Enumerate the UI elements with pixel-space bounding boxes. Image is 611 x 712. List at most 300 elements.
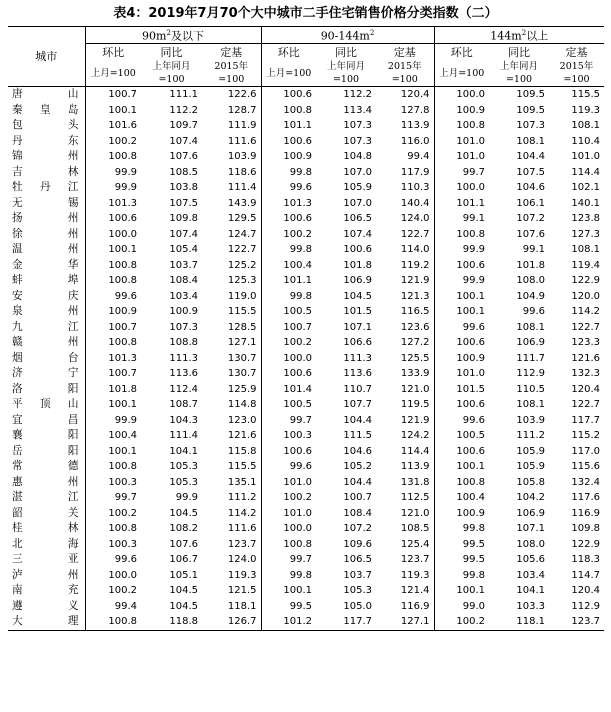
index-value: 127.8: [400, 104, 430, 116]
index-value: 107.3: [343, 120, 372, 131]
index-value: 101.0: [434, 134, 489, 150]
index-value: 122.7: [571, 399, 600, 410]
index-value: 123.6: [400, 321, 430, 333]
index-value: 108.2: [169, 523, 198, 534]
index-value: 127.1: [227, 337, 257, 348]
index-value: 125.5: [400, 352, 430, 364]
index-value: 110.7: [343, 383, 372, 395]
index-value: 100.8: [108, 461, 137, 472]
index-value: 143.9: [227, 197, 257, 209]
index-value: 100.2: [434, 614, 489, 630]
index-value: 99.8: [434, 521, 489, 537]
city-column-header: 城市: [8, 27, 85, 87]
sub-header-fixed: 定基: [565, 45, 588, 59]
index-value: 101.3: [108, 352, 137, 364]
index-value: 119.2: [400, 259, 430, 271]
index-value: 104.5: [169, 585, 198, 596]
index-value: 99.8: [261, 242, 316, 258]
index-value: 100.8: [108, 151, 137, 162]
index-value: 113.9: [400, 120, 430, 131]
index-value: 100.8: [261, 103, 316, 119]
index-value: 113.6: [343, 368, 372, 379]
index-value: 99.7: [261, 413, 316, 429]
index-value: 100.7: [108, 89, 137, 100]
index-value: 108.4: [169, 275, 198, 286]
index-value: 118.6: [227, 166, 257, 178]
index-value: 119.3: [227, 569, 257, 581]
index-value: 124.0: [227, 554, 257, 565]
index-value: 123.7: [549, 614, 604, 630]
index-value: 115.8: [227, 445, 257, 457]
base-label-prev-month: 上月=100: [85, 60, 141, 87]
index-value: 115.5: [571, 89, 600, 100]
city-name: 平顶山: [8, 397, 85, 413]
index-value: 130.7: [227, 352, 257, 364]
index-value: 111.4: [227, 182, 257, 193]
index-value: 109.5: [516, 89, 545, 100]
index-value: 124.7: [227, 228, 257, 240]
index-value: 107.4: [169, 135, 198, 147]
index-value: 99.7: [434, 165, 489, 181]
index-value: 105.0: [343, 600, 372, 612]
index-value: 106.7: [169, 554, 198, 565]
index-value: 117.7: [316, 614, 376, 630]
index-value: 103.4: [516, 569, 545, 581]
index-value: 100.6: [261, 366, 316, 382]
city-name: 泉州: [8, 304, 85, 320]
index-value: 100.6: [434, 444, 489, 460]
table-row: [8, 149, 604, 165]
index-value: 122.7: [400, 228, 430, 240]
index-value: 100.9: [434, 351, 489, 367]
group-header-small: $90m^2$及以下: [85, 27, 261, 44]
table-row: [8, 351, 604, 367]
index-value: 104.1: [516, 585, 545, 596]
index-value: 135.1: [227, 476, 257, 488]
index-value: 102.1: [571, 182, 600, 193]
sub-header-mom: 环比: [261, 44, 316, 61]
index-value: 99.6: [114, 290, 137, 302]
index-value: 112.4: [169, 383, 198, 395]
index-value: 118.1: [227, 600, 257, 612]
index-value: 100.6: [261, 211, 316, 227]
index-value: 100.2: [108, 135, 137, 147]
index-value: 100.0: [261, 351, 316, 367]
page-title: 表4：2019年7月70个大中城市二手住宅销售价格分类指数（二）: [113, 6, 498, 21]
index-value: 99.6: [522, 306, 545, 317]
index-value: 99.9: [114, 166, 137, 178]
table-row: [8, 599, 604, 615]
index-value: 122.6: [227, 89, 257, 100]
index-value: 116.9: [571, 507, 600, 519]
index-value: 111.3: [343, 352, 372, 364]
index-value: 119.4: [571, 259, 600, 271]
base-label-2015: 2015年=100: [202, 60, 261, 87]
index-value: 100.2: [261, 335, 316, 351]
index-value: 128.5: [227, 321, 257, 333]
index-value: 106.5: [343, 554, 372, 565]
index-value: 99.6: [434, 413, 489, 429]
index-value: 107.4: [343, 228, 372, 240]
index-value: 107.5: [516, 166, 545, 178]
index-value: 131.8: [400, 476, 430, 488]
table-row: [8, 614, 604, 630]
index-value: 100.4: [261, 258, 316, 274]
index-value: 100.8: [108, 259, 137, 271]
index-value: 108.1: [516, 399, 545, 410]
index-value: 101.8: [343, 259, 372, 271]
index-value: 100.1: [108, 445, 137, 457]
index-value: 107.5: [169, 197, 198, 209]
index-value: 109.7: [169, 120, 198, 131]
sub-header-row: [8, 44, 604, 61]
index-value: 100.8: [261, 537, 316, 553]
index-value: 107.6: [169, 151, 198, 162]
index-value: 107.6: [169, 538, 198, 550]
index-value: 125.3: [227, 275, 257, 286]
index-value: 99.8: [261, 568, 316, 584]
city-name: 襄阳: [8, 428, 85, 444]
index-value: 123.0: [227, 414, 257, 426]
index-value: 140.4: [400, 197, 430, 209]
sub-header-yoy: 同比: [335, 45, 357, 59]
index-value: 114.7: [571, 569, 600, 581]
index-value: 122.9: [571, 275, 600, 286]
base-label-prev-month: 上月=100: [434, 60, 489, 87]
index-value: 99.9: [175, 492, 198, 503]
index-value: 104.4: [343, 476, 372, 488]
index-value: 99.7: [114, 492, 137, 503]
sub-header-fixed: 定基: [393, 45, 416, 59]
index-value: 100.1: [434, 583, 489, 599]
index-value: 121.5: [227, 585, 257, 596]
index-value: 99.6: [261, 459, 316, 475]
index-value: 100.9: [434, 506, 489, 522]
index-value: 99.0: [434, 599, 489, 615]
index-value: 106.6: [343, 337, 372, 348]
index-value: 111.1: [169, 89, 198, 100]
index-value: 125.9: [227, 383, 257, 395]
index-value: 117.0: [571, 445, 600, 457]
index-value: 107.1: [343, 321, 372, 333]
index-value: 99.8: [261, 289, 316, 305]
index-value: 104.6: [516, 182, 545, 193]
index-value: 100.0: [108, 569, 137, 581]
city-name: 锦州: [8, 149, 85, 165]
index-value: 99.5: [261, 599, 316, 615]
index-value: 121.0: [400, 507, 430, 519]
sub-header-yoy: 同比: [508, 45, 530, 59]
index-value: 107.4: [169, 228, 198, 240]
index-value: 100.9: [108, 306, 137, 317]
index-value: 100.1: [434, 304, 489, 320]
index-value: 100.6: [261, 444, 316, 460]
base-label-prev-month: 上月=100: [261, 60, 316, 87]
index-value: 100.0: [261, 521, 316, 537]
index-value: 101.6: [108, 120, 137, 131]
index-value: 127.2: [400, 337, 430, 348]
index-value: 119.3: [571, 104, 600, 116]
index-value: 100.6: [434, 335, 489, 351]
city-name: 唐山: [8, 87, 85, 103]
index-value: 100.5: [261, 397, 316, 413]
table-row: [8, 118, 604, 134]
index-value: 111.9: [227, 120, 257, 131]
table-row: [8, 506, 604, 522]
index-value: 127.1: [376, 614, 434, 630]
city-name: 桂林: [8, 521, 85, 537]
index-value: 111.5: [343, 430, 372, 441]
index-value: 117.9: [400, 166, 430, 178]
index-value: 107.6: [516, 228, 545, 240]
index-value: 108.1: [571, 244, 600, 255]
index-value: 100.1: [261, 583, 316, 599]
index-value: 103.4: [169, 290, 198, 302]
index-value: 119.3: [400, 569, 430, 581]
index-value: 107.3: [516, 120, 545, 131]
table-row: [8, 289, 604, 305]
index-value: 100.3: [261, 428, 316, 444]
index-value: 100.3: [108, 538, 137, 550]
index-value: 128.7: [227, 104, 257, 116]
index-value: 99.5: [434, 537, 489, 553]
table-row: [8, 568, 604, 584]
index-value: 121.0: [400, 383, 430, 395]
index-value: 101.3: [108, 197, 137, 209]
index-value: 106.9: [343, 275, 372, 286]
index-value: 100.8: [85, 614, 141, 630]
base-header-row: [8, 60, 604, 87]
index-value: 122.7: [571, 321, 600, 333]
index-value: 104.3: [169, 414, 198, 426]
city-name: 泸州: [8, 568, 85, 584]
base-label-prev-year: 上年同月=100: [316, 60, 376, 87]
index-value: 101.2: [261, 614, 316, 630]
index-value: 112.2: [343, 89, 372, 100]
index-value: 123.7: [227, 538, 257, 550]
index-value: 107.7: [343, 399, 372, 410]
table-row: [8, 444, 604, 460]
table-row: [8, 87, 604, 103]
index-value: 101.0: [434, 149, 489, 165]
index-value: 99.6: [261, 180, 316, 196]
index-value: 100.7: [261, 320, 316, 336]
index-value: 105.3: [169, 476, 198, 488]
index-value: 106.9: [516, 507, 545, 519]
index-value: 99.4: [114, 600, 137, 612]
base-label-2015: 2015年=100: [376, 60, 434, 87]
index-value: 107.0: [343, 197, 372, 209]
index-value: 101.0: [261, 475, 316, 491]
table-row: [8, 211, 604, 227]
index-value: 101.4: [261, 382, 316, 398]
index-value: 100.7: [108, 321, 137, 333]
index-value: 100.6: [434, 397, 489, 413]
index-value: 99.4: [407, 151, 430, 162]
index-value: 99.9: [434, 242, 489, 258]
index-value: 125.4: [400, 538, 430, 550]
index-value: 105.9: [516, 461, 545, 472]
index-value: 109.8: [571, 523, 600, 534]
table-row: [8, 382, 604, 398]
index-value: 109.5: [516, 104, 545, 116]
price-index-table: [8, 26, 604, 631]
index-value: 108.1: [516, 321, 545, 333]
index-value: 119.5: [400, 399, 430, 410]
index-value: 100.8: [434, 227, 489, 243]
index-value: 100.9: [434, 103, 489, 119]
index-value: 100.5: [434, 428, 489, 444]
index-value: 125.2: [227, 259, 257, 271]
index-value: 104.5: [343, 290, 372, 302]
sub-header-yoy: 同比: [160, 45, 183, 59]
index-value: 114.2: [571, 306, 600, 317]
city-name: 南充: [8, 583, 85, 599]
index-value: 99.6: [114, 554, 137, 565]
index-value: 120.4: [400, 89, 430, 100]
index-value: 106.9: [516, 337, 545, 348]
index-value: 105.3: [343, 585, 372, 596]
index-value: 99.8: [434, 568, 489, 584]
index-value: 109.6: [343, 538, 372, 550]
index-value: 105.6: [516, 554, 545, 565]
index-value: 100.1: [434, 459, 489, 475]
index-value: 103.9: [227, 151, 257, 162]
index-value: 118.8: [141, 614, 202, 630]
index-value: 106.1: [516, 197, 545, 209]
city-name: 济宁: [8, 366, 85, 382]
city-name: 湛江: [8, 490, 85, 506]
index-value: 107.1: [516, 523, 545, 534]
index-value: 108.4: [343, 507, 372, 519]
index-value: 116.5: [400, 306, 430, 317]
index-value: 105.9: [343, 182, 372, 193]
city-name: 无锡: [8, 196, 85, 212]
index-value: 99.1: [434, 211, 489, 227]
index-value: 110.5: [516, 383, 545, 395]
table-row: [8, 583, 604, 599]
index-value: 132.3: [571, 368, 600, 379]
index-value: 107.3: [343, 135, 372, 147]
table-row: [8, 258, 604, 274]
index-value: 133.9: [400, 368, 430, 379]
table-row: [8, 490, 604, 506]
city-name: 赣州: [8, 335, 85, 351]
index-value: 103.9: [516, 414, 545, 426]
city-name: 岳阳: [8, 444, 85, 460]
index-value: 104.1: [169, 445, 198, 457]
index-value: 107.2: [343, 523, 372, 534]
index-value: 124.2: [400, 430, 430, 441]
base-label-prev-year: 上年同月=100: [489, 60, 549, 87]
index-value: 103.7: [169, 259, 198, 271]
index-value: 123.3: [571, 337, 600, 348]
index-value: 106.5: [343, 213, 372, 224]
city-name: 九江: [8, 320, 85, 336]
city-name: 韶关: [8, 506, 85, 522]
index-value: 113.9: [400, 461, 430, 472]
index-value: 101.1: [434, 196, 489, 212]
index-value: 104.8: [343, 151, 372, 162]
sub-header-fixed: 定基: [220, 45, 243, 59]
index-value: 99.9: [434, 273, 489, 289]
city-name: 三亚: [8, 552, 85, 568]
index-value: 110.4: [571, 135, 600, 147]
index-value: 108.8: [169, 337, 198, 348]
index-value: 100.6: [434, 258, 489, 274]
index-value: 117.6: [571, 492, 600, 503]
index-value: 140.1: [571, 197, 600, 209]
index-value: 108.0: [516, 538, 545, 550]
table-row: [8, 134, 604, 150]
index-value: 104.5: [169, 507, 198, 519]
index-value: 105.3: [169, 461, 198, 472]
index-value: 100.9: [169, 306, 198, 317]
index-value: 100.8: [434, 475, 489, 491]
index-value: 100.7: [343, 492, 372, 503]
base-label-prev-year: 上年同月=100: [141, 60, 202, 87]
index-value: 99.1: [522, 244, 545, 255]
city-name: 温州: [8, 242, 85, 258]
city-name: 常德: [8, 459, 85, 475]
index-value: 100.6: [261, 87, 316, 103]
index-value: 99.9: [114, 414, 137, 426]
index-value: 103.7: [343, 569, 372, 581]
index-value: 100.6: [108, 213, 137, 224]
index-value: 111.6: [227, 523, 257, 534]
index-value: 111.2: [516, 430, 545, 441]
index-value: 99.8: [261, 165, 316, 181]
table-row: [8, 227, 604, 243]
index-value: 101.0: [571, 151, 600, 162]
index-value: 104.9: [516, 290, 545, 302]
index-value: 111.7: [516, 352, 545, 364]
sub-header-mom: 环比: [102, 45, 125, 59]
index-value: 115.6: [571, 461, 600, 472]
table-row: [8, 397, 604, 413]
index-value: 100.3: [108, 476, 137, 488]
index-value: 123.7: [400, 554, 430, 565]
table-row: [8, 552, 604, 568]
index-value: 119.0: [227, 290, 257, 302]
index-value: 105.2: [343, 461, 372, 472]
index-value: 100.0: [108, 228, 137, 240]
index-value: 101.5: [434, 382, 489, 398]
index-value: 99.6: [434, 320, 489, 336]
index-value: 116.9: [400, 600, 430, 612]
index-value: 114.0: [400, 244, 430, 255]
index-value: 100.2: [261, 227, 316, 243]
index-value: 111.6: [227, 135, 257, 147]
city-name: 金华: [8, 258, 85, 274]
index-value: 101.5: [343, 306, 372, 317]
index-value: 121.4: [400, 585, 430, 596]
city-name: 洛阳: [8, 382, 85, 398]
index-value: 108.1: [516, 135, 545, 147]
index-value: 105.9: [516, 445, 545, 457]
table-row: [8, 521, 604, 537]
index-value: 121.9: [400, 275, 430, 286]
index-value: 100.5: [261, 304, 316, 320]
index-value: 118.1: [489, 614, 549, 630]
index-value: 122.9: [571, 538, 600, 550]
table-row: [8, 180, 604, 196]
index-value: 116.0: [400, 135, 430, 147]
index-value: 108.5: [169, 166, 198, 178]
city-name: 惠州: [8, 475, 85, 491]
index-value: 99.5: [434, 552, 489, 568]
index-value: 113.4: [343, 104, 372, 116]
